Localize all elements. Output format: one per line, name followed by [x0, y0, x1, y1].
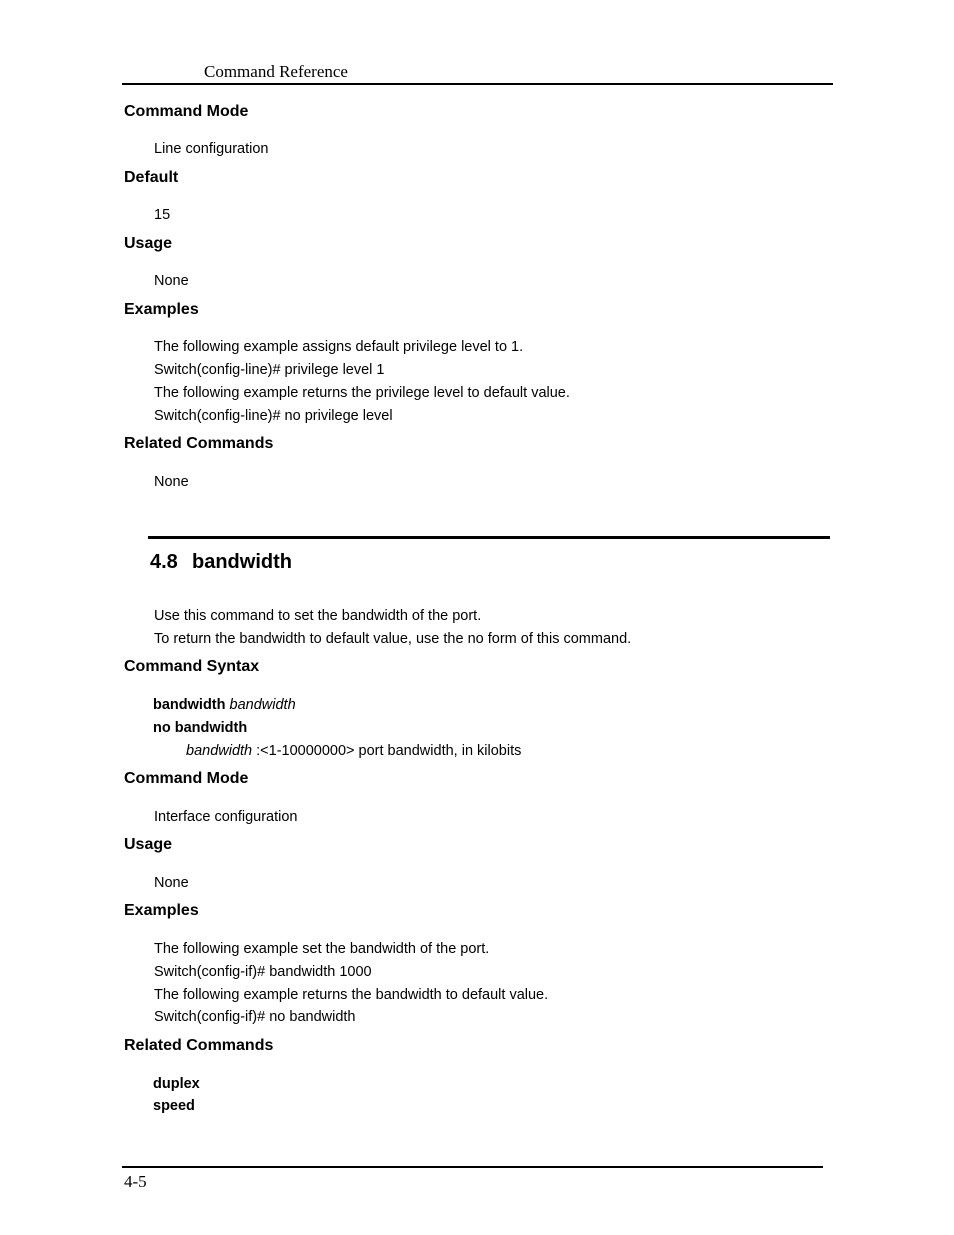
related-commands-heading: Related Commands [124, 435, 274, 452]
syntax-argument: bandwidth [229, 697, 296, 713]
section-number: 4.8 [150, 551, 178, 573]
default-text: 15 [154, 207, 171, 223]
parameter-description: :<1-10000000> port bandwidth, in kilobits [256, 743, 522, 759]
example-line: Switch(config-if)# bandwidth 1000 [154, 964, 372, 980]
usage-text: None [154, 273, 189, 289]
command-syntax-heading: Command Syntax [124, 658, 260, 675]
syntax-no-form: no bandwidth [153, 720, 248, 736]
section-name: bandwidth [192, 551, 292, 573]
parameter-line [186, 743, 521, 759]
section-title [150, 551, 292, 574]
example-line: The following example returns the bandwidth to default value. [154, 987, 549, 1003]
usage-text: None [154, 875, 189, 891]
intro-line: To return the bandwidth to default value, use the no form of this command. [154, 631, 632, 647]
related-commands-heading: Related Commands [124, 1037, 274, 1054]
examples-heading: Examples [124, 902, 199, 919]
header-rule [122, 83, 833, 85]
command-mode-text: Line configuration [154, 141, 269, 157]
syntax-line [153, 697, 296, 713]
syntax-command: bandwidth [153, 697, 226, 713]
command-mode-text: Interface configuration [154, 809, 298, 825]
example-line: The following example set the bandwidth of the port. [154, 941, 490, 957]
related-commands-text: None [154, 474, 189, 490]
page-number: 4-5 [124, 1172, 147, 1191]
command-mode-heading: Command Mode [124, 103, 249, 120]
example-line: Switch(config-if)# no bandwidth [154, 1009, 356, 1025]
related-command-link: speed [153, 1098, 195, 1114]
command-mode-heading: Command Mode [124, 770, 249, 787]
usage-heading: Usage [124, 836, 173, 853]
example-line: Switch(config-line)# privilege level 1 [154, 362, 385, 378]
default-heading: Default [124, 169, 179, 186]
footer-rule [122, 1166, 823, 1168]
example-line: The following example assigns default privilege level to 1. [154, 339, 524, 355]
running-header: Command Reference [204, 62, 348, 81]
related-command-link: duplex [153, 1076, 200, 1092]
section-rule [148, 536, 830, 539]
parameter-name: bandwidth [186, 743, 253, 759]
example-line: The following example returns the privilege level to default value. [154, 385, 570, 401]
usage-heading: Usage [124, 235, 173, 252]
example-line: Switch(config-line)# no privilege level [154, 408, 393, 424]
examples-heading: Examples [124, 301, 199, 318]
intro-line: Use this command to set the bandwidth of the port. [154, 608, 482, 624]
